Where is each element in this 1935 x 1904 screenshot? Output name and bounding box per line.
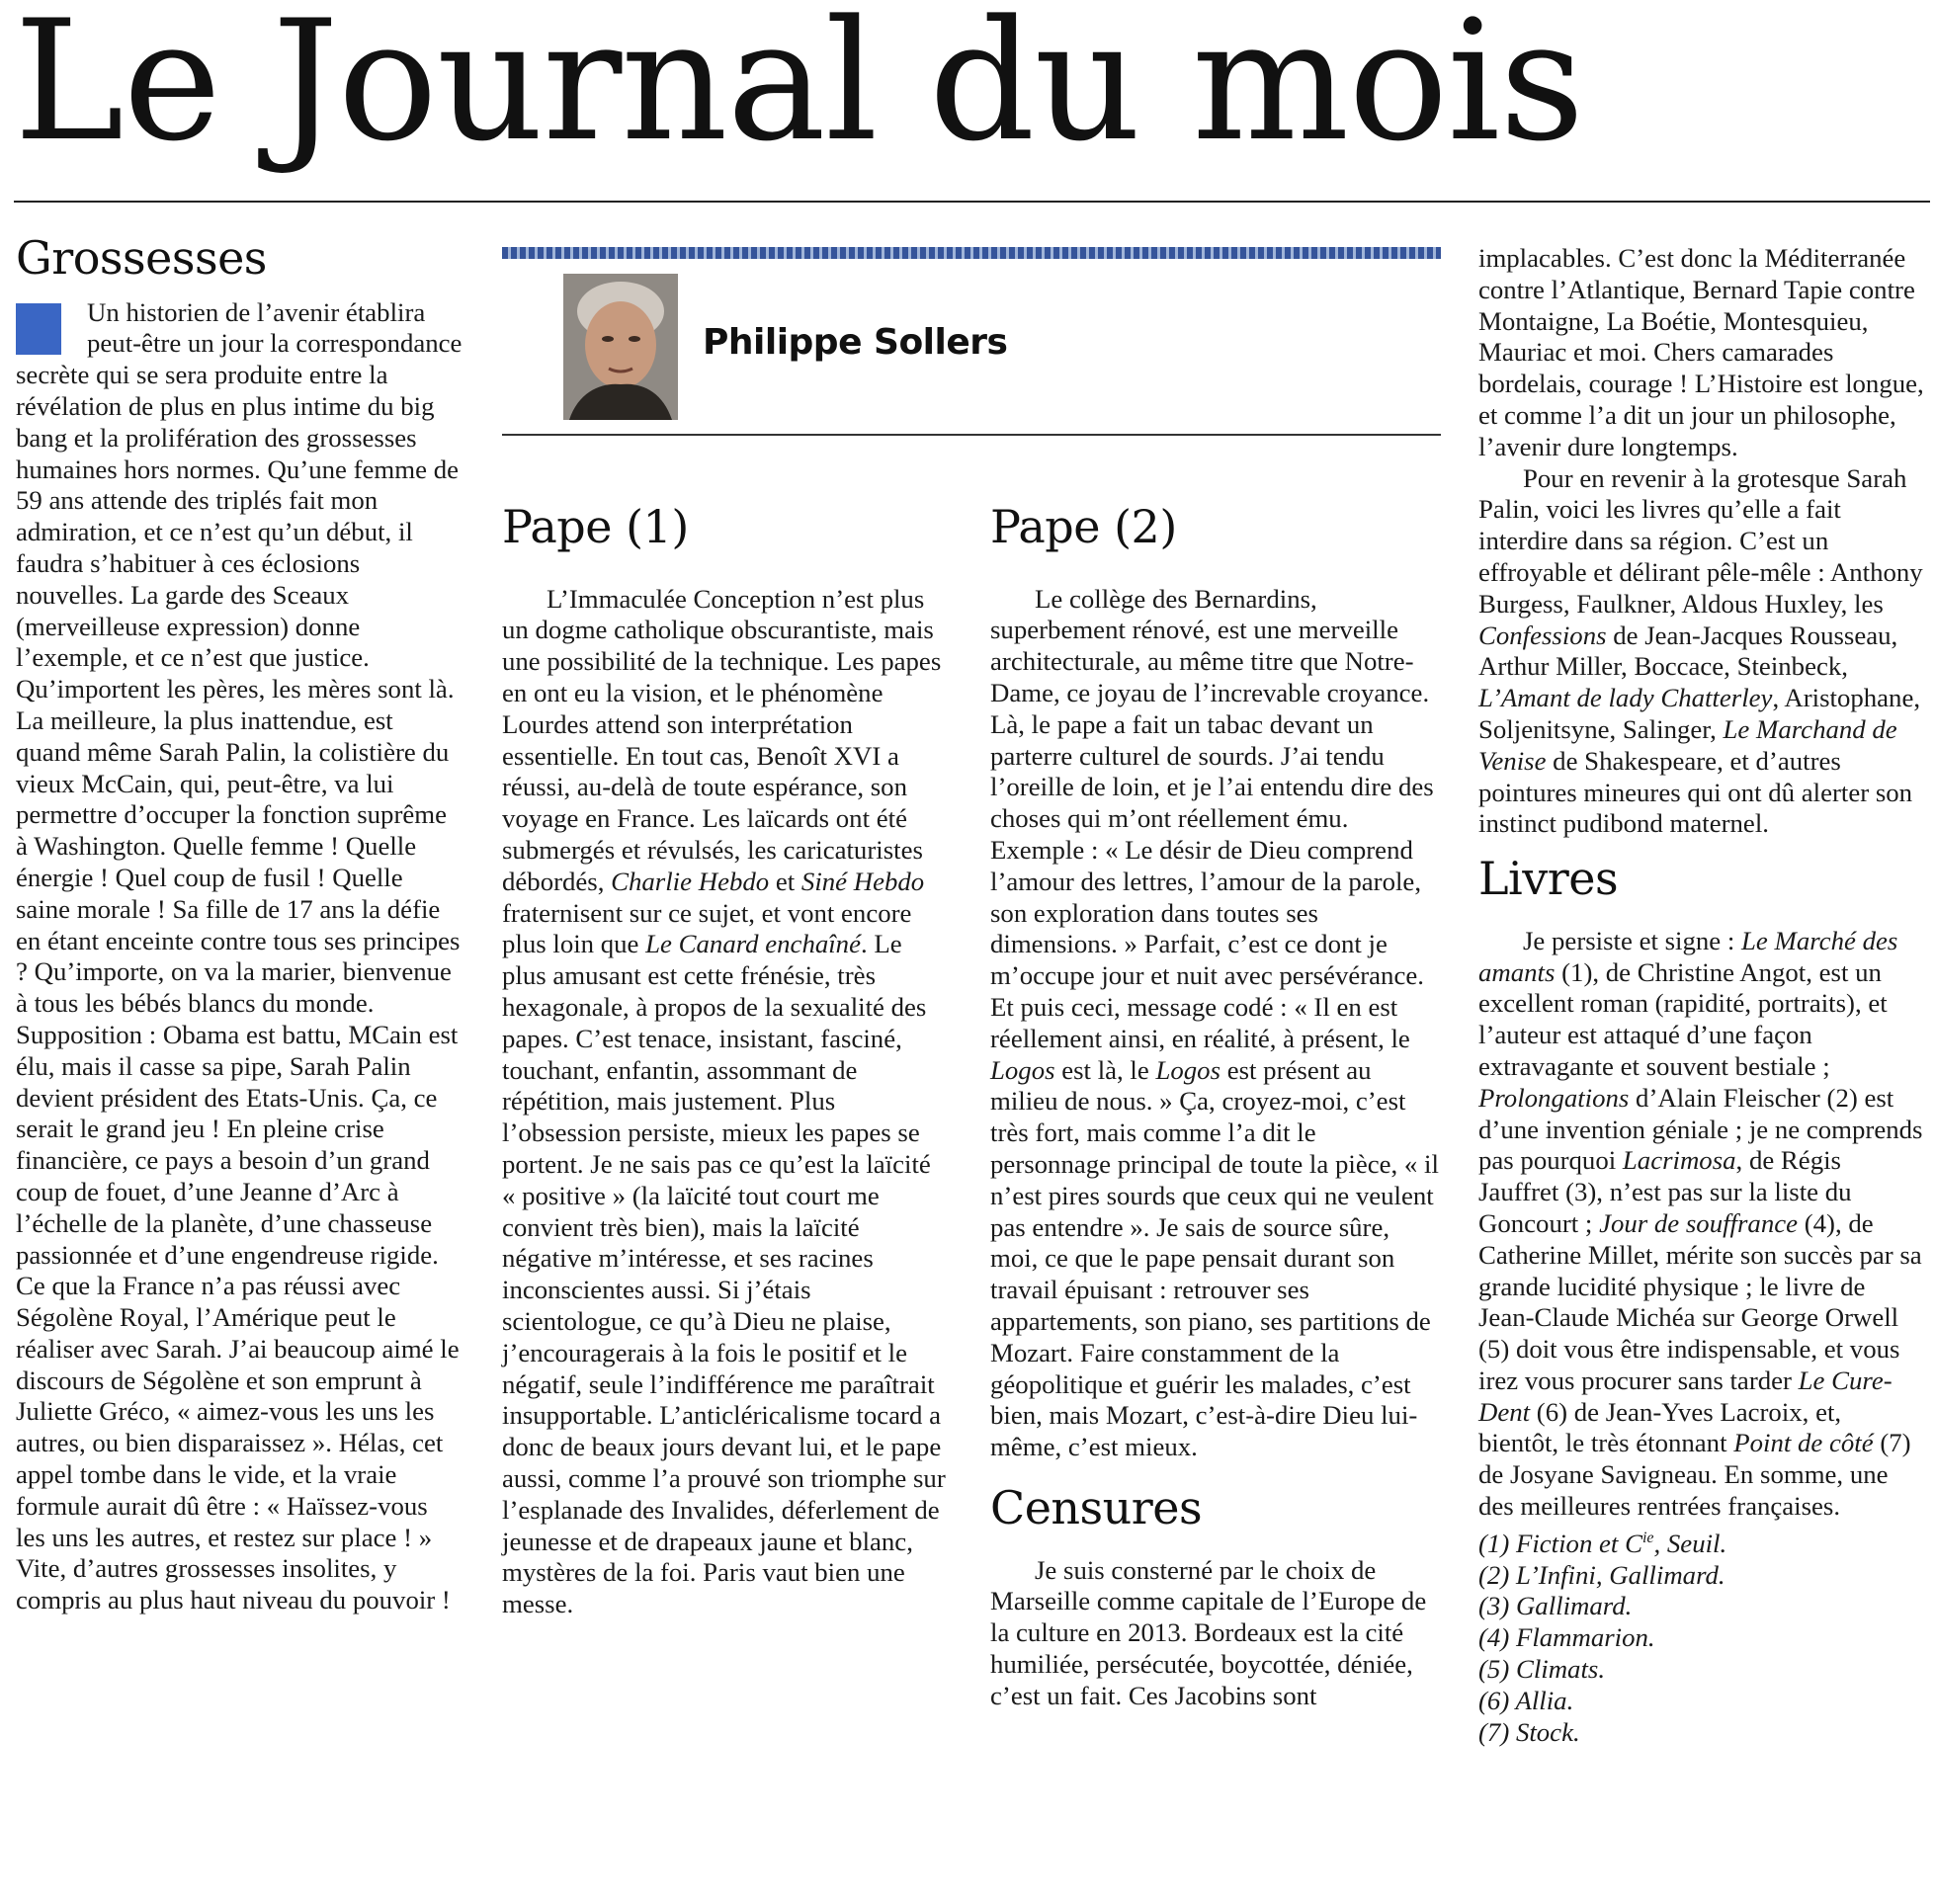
section-heading-pape-2: Pape (2) [990, 500, 1177, 553]
grossesses-paragraph: Un historien de l’avenir établira peut-être un jour la correspondance secrète qui se sera produite entre la révélation de plus en plus intime du big bang et la prolifération des grossesses humaines hors normes. Qu’une femme de 59 ans attende des triplés fait mon admiration, et ce n’est qu’un début, il faudra s’habituer à ces éclosions nouvelles. La garde des Sceaux (merveilleuse expression) donne l’exemple, et ce n’est que justice. Qu’importent les pères, les mères sont là. La meilleure, la plus inattendue, est quand même Sarah Palin, la colistière du vieux McCain, qui, peut-être, va lui permettre d’occuper la fonction suprême à Washington. Quelle femme ! Quelle énergie ! Quel coup de fusil ! Quelle saine morale ! Sa fille de 17 ans la défie en étant enceinte contre tous ses principes ? Qu’importe, on va la marier, bienvenue à tous les bébés blancs du monde. Supposition : Obama est battu, MCain est élu, mais il casse sa pipe, Sarah Palin devient président des Etats-Unis. Ça, ce serait le grand jeu ! En pleine crise financière, ce pays a besoin d’un grand coup de fouet, d’une Jeanne d’Arc à l’échelle de la planète, d’une chasseuse passionnée et d’une engendreuse rigide. Ce que la France n’a pas réussi avec Ségolène Royal, l’Amérique peut le réaliser avec Sarah. J’ai beaucoup aimé le discours de Ségolène et son emprunt à Juliette Gréco, « aimez-vous les uns les autres, ou bien disparaissez ». Hélas, cet appel tombe dans le vide, et la vraie formule aurait dû être : « Haïssez-vous les uns les autres, et restez sur place ! » Vite, d’autres grossesses insolites, y compris au plus haut niveau du pouvoir ! [16, 296, 463, 1615]
pape-1-paragraph: L’Immaculée Conception n’est plus un dogme catholique obscurantiste, mais une possibilité de la technique. Les papes en ont eu la vision, et le phénomène Lourdes attend son interprétation essentielle. En tout cas, Benoît XVI a réussi, au-delà de toute espérance, son voyage en France. Les laïcards ont été submergés et révulsés, les caricaturistes débordés, Charlie Hebdo et Siné Hebdo fraternisent sur ce sujet, et vont encore plus loin que Le Canard enchaîné. Le plus amusant est cette frénésie, très hexagonale, à propos de la sexualité des papes. C’est tenace, insistant, fasciné, touchant, enfantin, assommant de répétition, mais justement. Plus l’obsession persiste, mieux les papes se portent. Je ne sais pas ce qu’est la laïcité « positive » (la laïcité tout court me convient très bien), mais la laïcité négative m’intéresse, et ses racines inconscientes aussi. Si j’étais scientologue, ce qu’à Dieu ne plaise, j’encouragerais à la fois le positif et le négatif, seule l’indifférence me paraîtrait insupportable. L’anticléricalisme tocard a donc de beaux jours devant lui, et le pape aussi, comme l’a prouvé son triomphe sur l’esplanade des Invalides, déferlement de jeunesse et de drapeaux jaune et blanc, mystères de la foi. Paris vaut bien une messe. [502, 583, 946, 1619]
author-portrait [563, 274, 678, 420]
column-livres [1478, 243, 1925, 1748]
footnote: (1) Fiction et $C^{ie}$, Seuil. [1478, 1528, 1727, 1558]
masthead-rule [14, 201, 1930, 203]
footnote: (2) L’Infini, Gallimard. [1478, 1559, 1725, 1590]
footnote: (4) Flammarion. [1478, 1622, 1655, 1653]
footnote: (5) Climats. [1478, 1653, 1606, 1684]
footnote: (6) Allia. [1478, 1685, 1574, 1715]
section-heading-grossesses: Grossesses [16, 231, 267, 285]
footnote: (3) Gallimard. [1478, 1591, 1633, 1621]
censures-continued: implacables. C’est donc la Méditerranée contre l’Atlantique, Bernard Tapie contre Montaigne, La Boétie, Montesquieu, Mauriac et moi. Chers camarades bordelais, courage ! L’Histoire est longue, et comme l’a dit un jour un philosophe, l’avenir dure longtemps. [1478, 243, 1924, 461]
section-heading-pape-1: Pape (1) [502, 500, 689, 553]
section-marker [16, 303, 61, 355]
column-pape-1 [502, 502, 949, 1620]
palin-books-paragraph: Pour en revenir à la grotesque Sarah Palin, voici les livres qu’elle a fait interdire dans sa région. C’est un effroyable et délirant pêle-mêle : Anthony Burgess, Faulkner, Aldous Huxley, les Confessions de Jean-Jacques Rousseau, Arthur Miller, Boccace, Steinbeck, L’Amant de lady Chatterley, Aristophane, Soljenitsyne, Salinger, Le Marchand de Venise de Shakespeare, et d’autres pointures mineures qui ont dû alerter son instinct pudibond maternel. [1478, 462, 1923, 839]
pape-2-paragraph: Le collège des Bernardins, superbement rénové, est une merveille architecturale, au même titre que Notre-Dame, ce joyau de l’increvable croyance. Là, le pape a fait un tabac devant un parterre culturel de sourds. J’ai tendu l’oreille de loin, et je l’ai entendu dire des choses qui m’ont réellement ému. Exemple : « Le désir de Dieu comprend l’amour des lettres, l’amour de la parole, son exploration dans toutes ses dimensions. » Parfait, c’est ce dont je m’occupe jour et nuit avec persévérance. Et puis ceci, message codé : « Il en est réellement ainsi, en réalité, à présent, le Logos est là, le Logos est présent au milieu de nous. » Ça, croyez-moi, c’est très fort, mais comme l’a dit le personnage principal de toute la pièce, « il n’est pires sourds que ceux qui ne veulent pas entendre ». Je sais de source sûre, moi, ce que le pape pensait durant son travail épuisant : retrouver ses appartements, son piano, ses partitions de Mozart. Faire constamment de la géopolitique et guérir les malades, c’est bien, mais Mozart, c’est-à-dire Dieu lui-même, c’est mieux. [990, 583, 1439, 1462]
footnote: (7) Stock. [1478, 1716, 1580, 1747]
footnotes [1478, 1523, 1925, 1749]
column-pape-2 [990, 502, 1439, 1711]
author-rule [502, 434, 1441, 436]
section-heading-censures: Censures [990, 1480, 1203, 1534]
livres-paragraph: Je persiste et signe : Le Marché des amants (1), de Christine Angot, est un excellent roman (rapidité, portraits), et l’auteur est attaqué d’une façon extravagante et souvent bestiale ; Prolongations d’Alain Fleischer (2) est d’une invention géniale ; je ne comprends pas pourquoi Lacrimosa, de Régis Jauffret (3), n’est pas sur la liste du Goncourt ; Jour de souffrance (4), de Catherine Millet, mérite son succès par sa grande lucidité physique ; le livre de Jean-Claude Michéa sur George Orwell (5) doit vous être indispensable, et vous irez vous procurer sans tarder Le Cure-Dent (6) de Jean-Yves Lacroix, et, bientôt, le très étonnant Point de côté (7) de Josyane Savigneau. En somme, une des meilleures rentrées françaises. [1478, 925, 1923, 1522]
column-grossesses [16, 233, 463, 1616]
section-heading-livres: Livres [1478, 852, 1619, 906]
author-name: Philippe Sollers [703, 322, 1008, 363]
author-box [502, 247, 1441, 441]
author-band [502, 247, 1441, 259]
censures-paragraph: Je suis consterné par le choix de Marseille comme capitale de l’Europe de la culture en 2013. Bordeaux est la cité humiliée, persécutée, boycottée, déniée, c’est un fait. Ces Jacobins sont [990, 1554, 1427, 1710]
masthead-title: Le Journal du mois [14, 0, 1584, 178]
